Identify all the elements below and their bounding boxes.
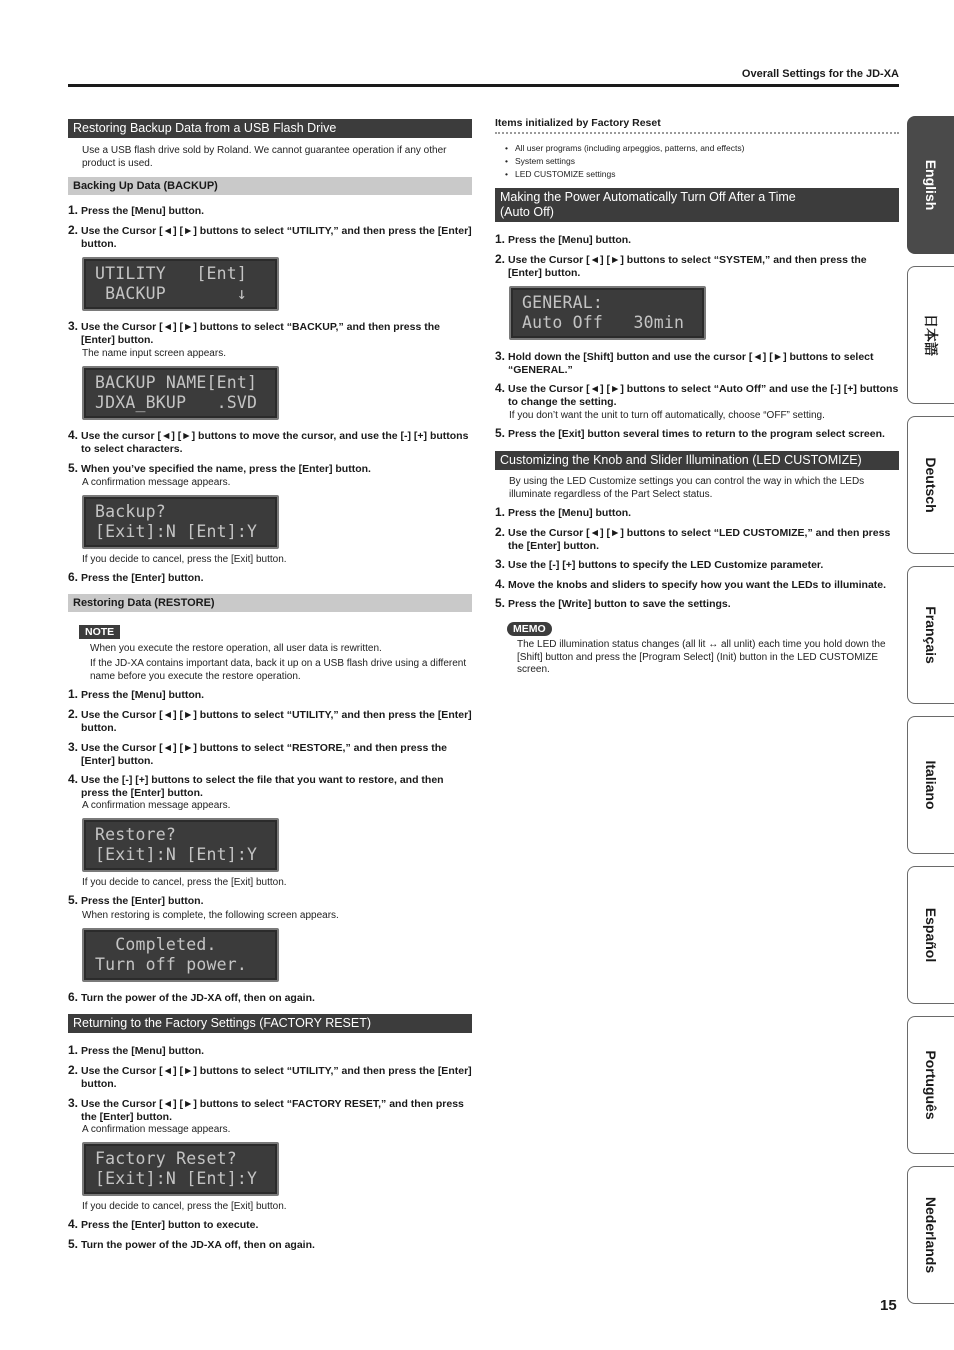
memo-badge: MEMO: [507, 622, 552, 636]
factory-step-1: 1. Press the [Menu] button.: [68, 1043, 205, 1057]
tab-label: 日本語: [923, 314, 939, 356]
page-number: 15: [880, 1297, 897, 1314]
tab-deutsch[interactable]: [907, 416, 954, 554]
led-step-1: 1. Press the [Menu] button.: [495, 505, 632, 519]
tab-english[interactable]: [907, 116, 954, 254]
backup-step-2: 2. Use the Cursor [◄] [►] buttons to select “UTILITY,” and then press the [Enter] button.: [68, 223, 472, 250]
subsection-title-restore: Restoring Data (RESTORE): [68, 594, 472, 612]
tab-label: English: [923, 159, 939, 211]
backup-step-1: 1. Press the [Menu] button.: [68, 203, 205, 217]
section-title-factory-reset: Returning to the Factory Settings (FACTORY RESET): [68, 1014, 472, 1033]
tab-label: Italiano: [923, 760, 939, 810]
tab-label: Deutsch: [923, 457, 939, 513]
lcd-line-2: [Exit]:N [Ent]:Y: [95, 1169, 258, 1188]
section-title-led-customize: Customizing the Knob and Slider Illumination (LED CUSTOMIZE): [495, 451, 899, 470]
tab-label: Português: [923, 1050, 939, 1120]
backup-step-6: 6. Press the [Enter] button.: [68, 570, 204, 584]
factory-step-3-note: A confirmation message appears.: [82, 1124, 231, 1135]
factory-cancel-note: If you decide to cancel, press the [Exit] button.: [82, 1201, 287, 1212]
restore-cancel-note: If you decide to cancel, press the [Exit] button.: [82, 877, 287, 888]
led-customize-intro: By using the LED Customize settings you can control the way in which the LEDs illuminate regardless of the Part Select status.: [509, 476, 865, 500]
section-title-line-2: (Auto Off): [500, 205, 554, 219]
lcd-line-2: [Exit]:N [Ent]:Y: [95, 845, 258, 864]
backup-step-5: 5. When you’ve specified the name, press the [Enter] button.: [68, 461, 371, 475]
restore-step-5-note: When restoring is complete, the following screen appears.: [82, 910, 339, 921]
lcd-line-1: Factory Reset?: [95, 1149, 237, 1168]
section-title-restore-backup: Restoring Backup Data from a USB Flash Drive: [68, 119, 472, 138]
backup-step-5-note: A confirmation message appears.: [82, 477, 231, 488]
auto-off-step-3: 3. Hold down the [Shift] button and use the cursor [◄] [►] buttons to select “GENERAL.”: [495, 349, 874, 376]
backup-step-4: 4. Use the cursor [◄] [►] buttons to move the cursor, and use the [-] [+] buttons to select characters.: [68, 428, 469, 455]
backup-step-3-note: The name input screen appears.: [82, 348, 226, 359]
led-step-2: 2. Use the Cursor [◄] [►] buttons to select “LED CUSTOMIZE,” and then press the [Enter] button.: [495, 525, 891, 552]
items-initialized-list: [501, 142, 896, 181]
factory-step-4: 4. Press the [Enter] button to execute.: [68, 1217, 259, 1231]
header-rule: [68, 84, 899, 87]
restore-step-2: 2. Use the Cursor [◄] [►] buttons to select “UTILITY,” and then press the [Enter] button.: [68, 707, 472, 734]
header-title: Overall Settings for the JD-XA: [741, 68, 899, 80]
lcd-line-1: GENERAL:: [522, 293, 604, 312]
note-badge: NOTE: [79, 625, 120, 639]
restore-backup-intro: Use a USB flash drive sold by Roland. We cannot guarantee operation if any other product is used.: [82, 145, 447, 169]
tab-japanese[interactable]: [907, 266, 954, 404]
lcd-general-auto-off: [509, 286, 706, 340]
lcd-line-2: Auto Off 30min: [522, 313, 685, 332]
auto-off-step-4: 4. Use the Cursor [◄] [►] buttons to select “Auto Off” and use the [-] [+] buttons to change the setting.: [495, 381, 899, 408]
restore-step-6: 6. Turn the power of the JD-XA off, then on again.: [68, 990, 315, 1004]
list-item: • All user programs (including arpeggios, patterns, and effects): [501, 142, 896, 155]
lcd-utility-backup: [82, 257, 279, 311]
lcd-line-2: BACKUP ↓: [95, 284, 248, 303]
backup-step-3: 3. Use the Cursor [◄] [►] buttons to select “BACKUP,” and then press the [Enter] button.: [68, 319, 440, 346]
auto-off-step-2: 2. Use the Cursor [◄] [►] buttons to select “SYSTEM,” and then press the [Enter] button.: [495, 252, 867, 279]
lcd-line-1: Completed.: [95, 935, 217, 954]
tab-label: Español: [923, 907, 939, 963]
lcd-backup-name: [82, 366, 279, 420]
lcd-line-1: Restore?: [95, 825, 177, 844]
lcd-factory-reset: [82, 1142, 279, 1196]
tab-portugues[interactable]: [907, 1016, 954, 1154]
auto-off-step-4-note: If you don’t want the unit to turn off automatically, choose “OFF” setting.: [509, 410, 825, 421]
tab-nederlands[interactable]: [907, 1166, 954, 1304]
led-step-4: 4. Move the knobs and sliders to specify how you want the LEDs to illuminate.: [495, 577, 887, 591]
led-memo-text: The LED illumination status changes (all lit ↔ all unlit) each time you hold down the [Shift] button and press the [Program Select] (Init) button in the LED CUSTOMIZE screen.: [517, 639, 886, 675]
factory-step-2: 2. Use the Cursor [◄] [►] buttons to select “UTILITY,” and then press the [Enter] button.: [68, 1063, 472, 1090]
list-item: • System settings: [501, 155, 896, 168]
led-step-5: 5. Press the [Write] button to save the settings.: [495, 596, 731, 610]
items-initialized-title: Items initialized by Factory Reset: [495, 117, 661, 129]
subsection-title-backup: Backing Up Data (BACKUP): [68, 177, 472, 195]
lcd-line-2: JDXA_BKUP .SVD: [95, 393, 258, 412]
restore-step-3: 3. Use the Cursor [◄] [►] buttons to select “RESTORE,” and then press the [Enter] button.: [68, 740, 447, 767]
lcd-line-1: BACKUP NAME[Ent]: [95, 373, 258, 392]
tab-label: Nederlands: [923, 1196, 939, 1274]
section-title-line-1: Making the Power Automatically Turn Off After a Time: [500, 190, 796, 204]
lcd-line-1: Backup?: [95, 502, 166, 521]
factory-step-3: 3. Use the Cursor [◄] [►] buttons to select “FACTORY RESET,” and then press the [Enter] button.: [68, 1096, 464, 1123]
restore-note-text-2: If the JD-XA contains important data, back it up on a USB flash drive using a different name before you execute the restore operation.: [90, 658, 467, 682]
lcd-line-2: [Exit]:N [Ent]:Y: [95, 522, 258, 541]
lcd-line-2: Turn off power.: [95, 955, 248, 974]
lcd-restore-complete: [82, 928, 279, 982]
restore-step-5: 5. Press the [Enter] button.: [68, 893, 204, 907]
section-title-auto-off: [495, 188, 899, 222]
tab-label: Français: [923, 606, 939, 664]
dotted-divider: [495, 132, 899, 134]
restore-step-1: 1. Press the [Menu] button.: [68, 687, 205, 701]
factory-step-5: 5. Turn the power of the JD-XA off, then on again.: [68, 1237, 315, 1251]
restore-step-4-note: A confirmation message appears.: [82, 800, 231, 811]
lcd-backup-confirm: [82, 495, 279, 549]
list-item: • LED CUSTOMIZE settings: [501, 168, 896, 181]
restore-note-text-1: When you execute the restore operation, all user data is rewritten.: [90, 643, 382, 654]
auto-off-step-5: 5. Press the [Exit] button several times to return to the program select screen.: [495, 426, 885, 440]
auto-off-step-1: 1. Press the [Menu] button.: [495, 232, 632, 246]
tab-espanol[interactable]: [907, 866, 954, 1004]
tab-francais[interactable]: [907, 566, 954, 704]
lcd-line-1: UTILITY [Ent]: [95, 264, 248, 283]
backup-cancel-note: If you decide to cancel, press the [Exit] button.: [82, 554, 287, 565]
tab-italiano[interactable]: [907, 716, 954, 854]
led-step-3: 3. Use the [-] [+] buttons to specify the LED Customize parameter.: [495, 557, 824, 571]
restore-step-4: 4. Use the [-] [+] buttons to select the file that you want to restore, and then press the [Enter] button.: [68, 772, 444, 799]
lcd-restore-confirm: [82, 818, 279, 872]
